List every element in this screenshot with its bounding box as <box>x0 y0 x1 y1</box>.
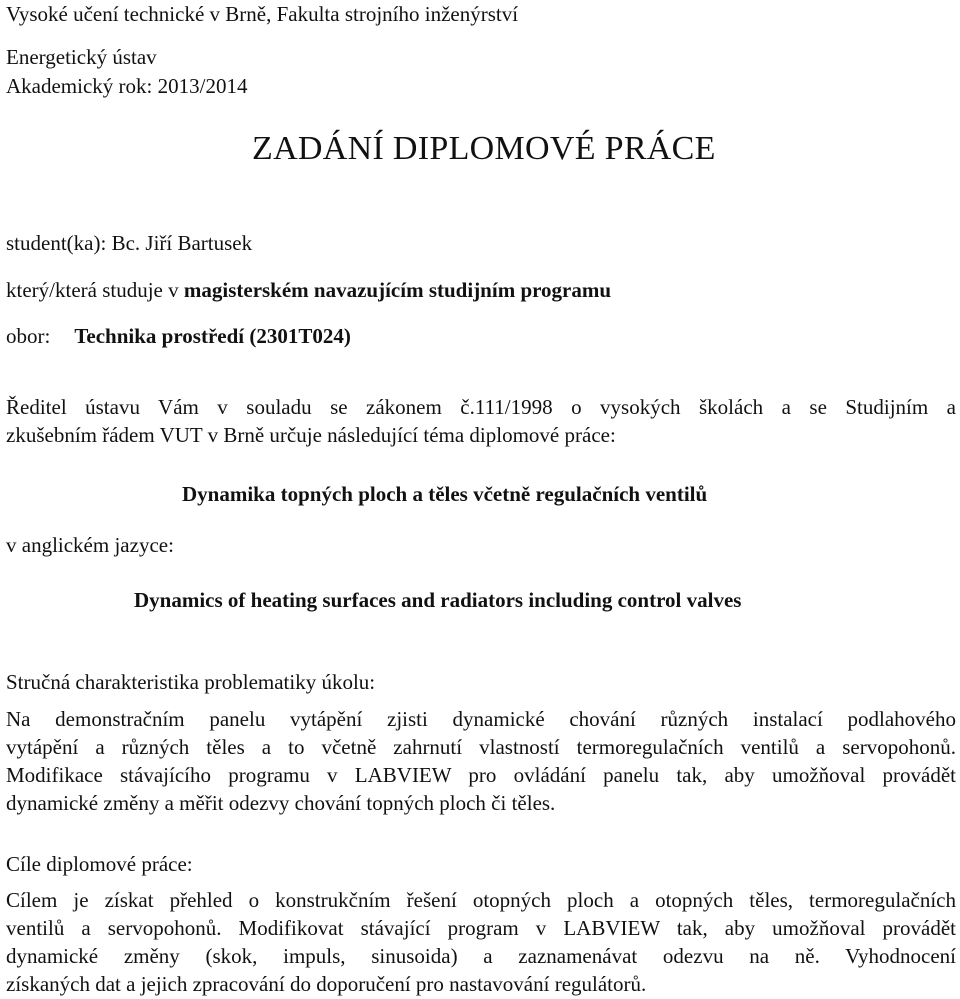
goals-label: Cíle diplomové práce: <box>6 852 193 876</box>
director-line-1: Ředitel ústavu Vám v souladu se zákonem č.111/1998 o vysokých školách a se Studijním a <box>6 395 956 419</box>
director-line-2: zkušebním řádem VUT v Brně určuje následující téma diplomové práce: <box>6 423 616 447</box>
institute-line: Energetický ústav <box>6 45 157 69</box>
university-line: Vysoké učení technické v Brně, Fakulta strojního inženýrství <box>6 2 519 26</box>
characteristics-line-4: dynamické změny a měřit odezvy chování topných ploch či těles. <box>6 791 556 815</box>
director-paragraph <box>6 393 956 449</box>
characteristics-line-3: Modifikace stávajícího programu v LABVIEW pro ovládání panelu tak, aby umožňoval provádět <box>6 763 956 787</box>
characteristics-line-2: vytápění a různých těles a to včetně zahrnutí vlastností termoregulačních ventilů a servopohonů. <box>6 735 956 759</box>
student-label: student(ka): <box>6 231 112 255</box>
student-line <box>6 229 252 257</box>
goals-paragraph <box>6 886 956 998</box>
program-prefix: který/která studuje v <box>6 278 184 302</box>
document-heading: ZADÁNÍ DIPLOMOVÉ PRÁCE <box>252 130 716 167</box>
english-title-label: v anglickém jazyce: <box>6 533 174 557</box>
goals-line-4: získaných dat a jejich zpracování do doporučení pro nastavování regulátorů. <box>6 972 647 996</box>
goals-line-2: ventilů a servopohonů. Modifikovat stávající program v LABVIEW tak, aby umožňoval provádět <box>6 916 956 940</box>
academic-year-line: Akademický rok: 2013/2014 <box>6 74 248 98</box>
field-value: Technika prostředí (2301T024) <box>74 324 351 348</box>
thesis-title-english: Dynamics of heating surfaces and radiators including control valves <box>134 588 742 612</box>
field-line <box>6 322 351 350</box>
goals-line-3: dynamické změny (skok, impuls, sinusoida) a zaznamenávat odezvu na ně. Vyhodnocení <box>6 944 956 968</box>
program-name: magisterském navazujícím studijním programu <box>183 278 612 302</box>
characteristics-line-1: Na demonstračním panelu vytápění zjisti dynamické chování různých instalací podlahového <box>6 707 956 731</box>
field-label: obor: <box>6 324 51 348</box>
thesis-title-czech: Dynamika topných ploch a těles včetně regulačních ventilů <box>182 482 708 506</box>
characteristics-label: Stručná charakteristika problematiky úkolu: <box>6 670 376 694</box>
program-line <box>6 276 611 304</box>
characteristics-paragraph <box>6 705 956 817</box>
goals-line-1: Cílem je získat přehled o konstrukčním řešení otopných ploch a otopných těles, termoregulačních <box>6 888 956 912</box>
student-name: Bc. Jiří Bartusek <box>111 231 253 255</box>
